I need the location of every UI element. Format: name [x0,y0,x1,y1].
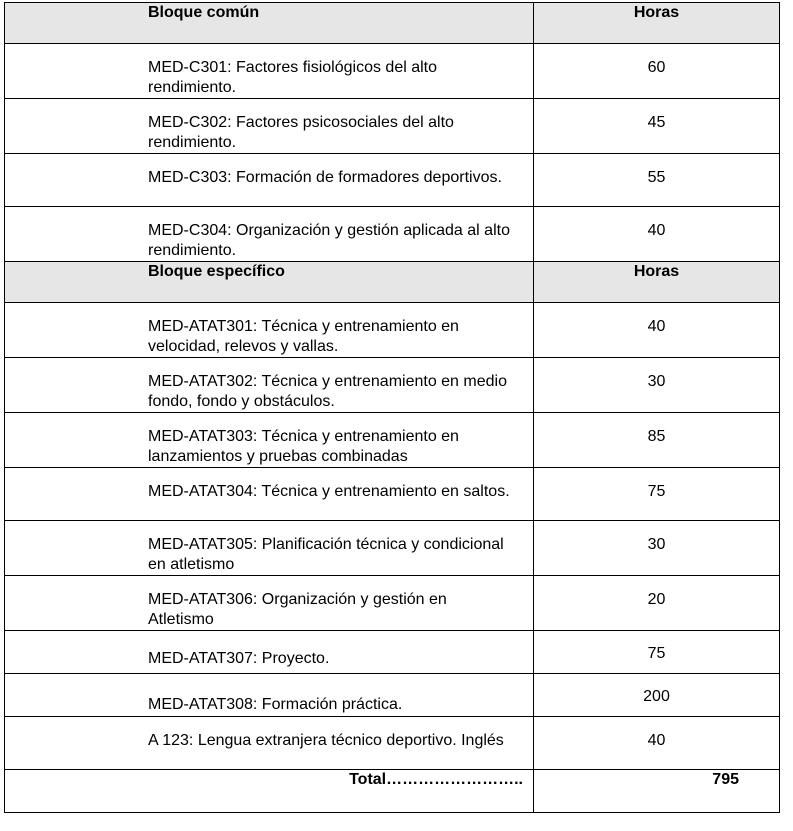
module-hours: 20 [534,576,780,631]
specific-block-header [5,262,780,303]
total-row [5,770,780,813]
total-label: Total…………………….. [5,770,534,813]
module-name: MED-ATAT307: Proyecto. [5,631,534,674]
table-row [5,99,780,154]
table-row [5,358,780,413]
module-name: MED-ATAT302: Técnica y entrenamiento en medio fondo, fondo y obstáculos. [5,358,534,413]
table-row [5,207,780,262]
module-hours: 30 [534,358,780,413]
module-hours: 75 [534,631,780,674]
module-hours: 40 [534,303,780,358]
module-name: MED-ATAT304: Técnica y entrenamiento en saltos. [5,468,534,521]
table-row [5,674,780,717]
module-hours: 40 [534,207,780,262]
module-name: MED-ATAT301: Técnica y entrenamiento en velocidad, relevos y vallas. [5,303,534,358]
module-hours: 200 [534,674,780,717]
module-name: MED-C301: Factores fisiológicos del alto rendimiento. [5,44,534,99]
module-hours: 55 [534,154,780,207]
common-hours-header: Horas [534,3,780,44]
module-hours: 40 [534,717,780,770]
table-row [5,521,780,576]
module-name: MED-C304: Organización y gestión aplicada al alto rendimiento. [5,207,534,262]
module-name: MED-C302: Factores psicosociales del alto rendimiento. [5,99,534,154]
module-name: MED-ATAT306: Organización y gestión en Atletismo [5,576,534,631]
module-name: A 123: Lengua extranjera técnico deportivo. Inglés [5,717,534,770]
module-hours: 75 [534,468,780,521]
table-row [5,717,780,770]
specific-hours-header: Horas [534,262,780,303]
common-block-header [5,3,780,44]
module-name: MED-ATAT305: Planificación técnica y condicional en atletismo [5,521,534,576]
table-row [5,413,780,468]
modules-table [4,2,780,813]
module-name: MED-ATAT303: Técnica y entrenamiento en lanzamientos y pruebas combinadas [5,413,534,468]
total-value: 795 [534,770,780,813]
table-row [5,154,780,207]
table-row [5,576,780,631]
module-name: MED-C303: Formación de formadores deportivos. [5,154,534,207]
table-row [5,303,780,358]
module-hours: 60 [534,44,780,99]
module-hours: 30 [534,521,780,576]
specific-block-title: Bloque específico [5,262,534,303]
module-hours: 85 [534,413,780,468]
table-row [5,44,780,99]
common-block-title: Bloque común [5,3,534,44]
module-name: MED-ATAT308: Formación práctica. [5,674,534,717]
table-row [5,468,780,521]
table-row [5,631,780,674]
module-hours: 45 [534,99,780,154]
